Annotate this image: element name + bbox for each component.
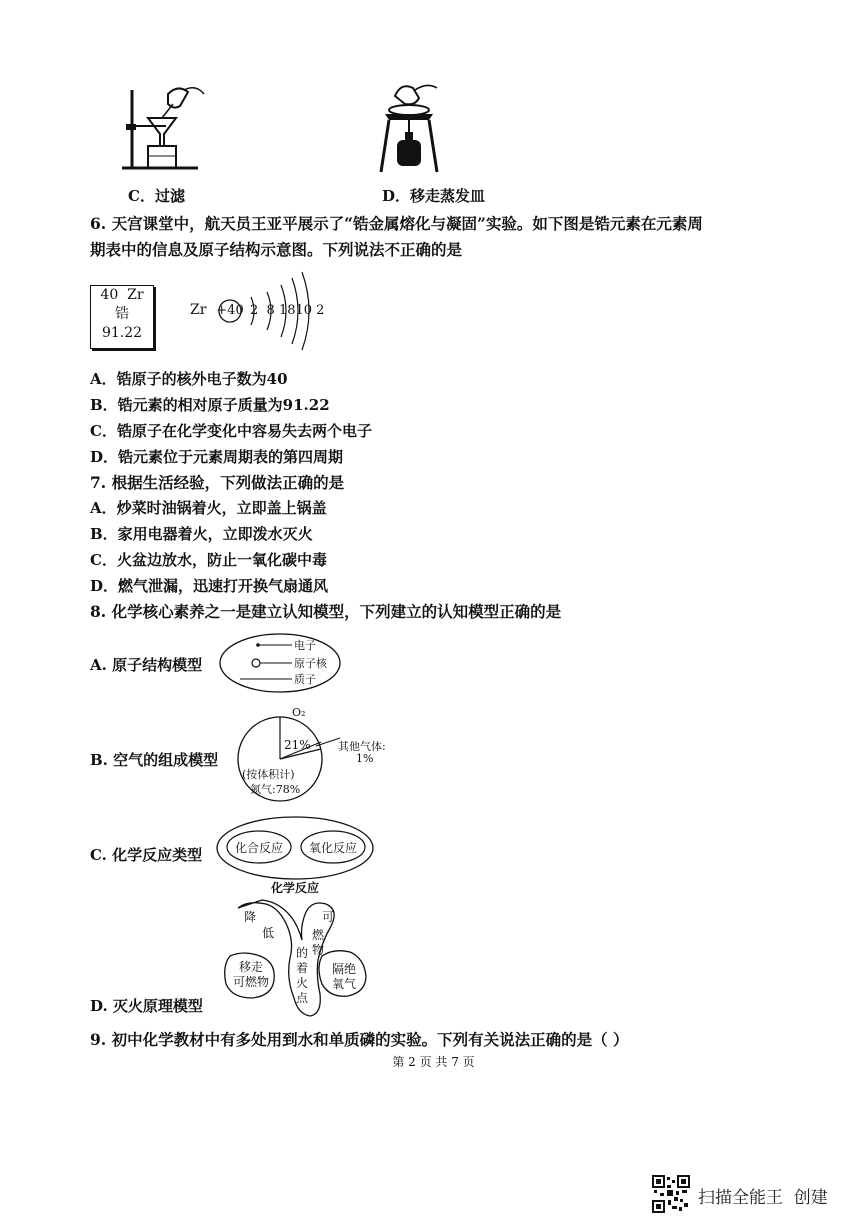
- filtration-apparatus-figure: [118, 80, 208, 175]
- fire-model-combustible: [322, 910, 336, 925]
- q9-stem: 9. 初中化学教材中有多处用到水和单质磷的实验。下列有关说法正确的是（ ）: [90, 1030, 629, 1049]
- q8-stem: 8. 化学核心素养之一是建立认知模型，下列建立的认知模型正确的是: [90, 602, 562, 621]
- atom-symbol: Zr: [190, 302, 207, 318]
- fire-model-lower-2: 低: [262, 926, 275, 940]
- atom-model-nucleus: 原子核: [294, 657, 327, 670]
- q6-option-b: B．锆元素的相对原子质量为91.22: [90, 396, 330, 414]
- q5-option-d: D．移走蒸发皿: [382, 187, 486, 205]
- reaction-left-label: 化合反应: [234, 841, 283, 855]
- page-number: 第 2 页 共 7 页: [392, 1055, 475, 1069]
- reaction-outer-label: 化学反应: [270, 881, 319, 895]
- air-o2-percent: 21%: [284, 738, 311, 752]
- element-name: 锆: [115, 306, 129, 322]
- q8-option-d-label: D. 灭火原理模型: [90, 997, 203, 1015]
- air-other-label: 其他气体:: [338, 740, 386, 753]
- q6-option-a: A．锆原子的核外电子数为40: [90, 370, 288, 388]
- reaction-type-diagram: [215, 815, 375, 897]
- air-n2-label: 氮气:78%: [250, 783, 301, 796]
- q8-option-b-label: B. 空气的组成模型: [90, 751, 219, 769]
- q6-option-d: D．锆元素位于元素周期表的第四周期: [90, 448, 344, 466]
- atom-model-proton: 质子: [294, 673, 316, 686]
- q6-stem-line1: 6. 天宫课堂中，航天员王亚平展示了“锆金属熔化与凝固”实验。如下图是锆元素在元素周: [90, 214, 703, 233]
- q7-option-c: C．火盆边放水，防止一氧化碳中毒: [90, 551, 327, 569]
- fire-extinguishing-model-diagram: [218, 898, 378, 1020]
- q5-option-c: C．过滤: [128, 187, 185, 205]
- fire-model-left-1: 移走: [238, 960, 263, 974]
- q7-stem: 7. 根据生活经验，下列做法正确的是: [90, 473, 345, 492]
- q6-option-c: C．锆原子在化学变化中容易失去两个电子: [90, 422, 372, 440]
- atom-model-shapes: [218, 632, 348, 694]
- fire-model-ignition-point: [296, 946, 310, 1006]
- reaction-right-label: 氧化反应: [308, 841, 357, 855]
- air-composition-diagram: [228, 704, 408, 804]
- fire-model-lower: [244, 910, 256, 925]
- q7-option-b: B．家用电器着火，立即泼水灭火: [90, 525, 313, 543]
- fire-model-lower-2-wrap: [262, 926, 274, 941]
- fire-model-left-2: 可燃物: [232, 975, 269, 989]
- element-symbol: Zr: [127, 287, 144, 303]
- scanner-watermark: 扫描全能王 创建: [698, 1188, 828, 1208]
- evaporation-apparatus-figure: [375, 80, 445, 178]
- element-card: [90, 285, 154, 349]
- air-o2-label: O₂: [292, 706, 306, 719]
- fire-model-center-1: 的: [296, 946, 309, 960]
- qr-code-icon: [652, 1175, 690, 1213]
- fire-model-combustible-1: 可: [322, 910, 335, 924]
- fire-model-lower-1: 降: [244, 910, 257, 924]
- fire-model-combustible-2: 燃: [312, 928, 325, 942]
- fire-model-isolate-oxygen: [326, 962, 362, 992]
- q8-option-a-label: A. 原子结构模型: [90, 656, 203, 674]
- shell-electrons: 2 8 1810 2: [250, 303, 325, 318]
- fire-model-remove-fuel: [228, 960, 274, 990]
- element-card-top: [91, 286, 153, 305]
- air-basis-note: (按体积计): [242, 768, 295, 781]
- fire-model-combustible-23: [312, 928, 326, 958]
- fire-model-right-1: 隔绝: [331, 962, 356, 976]
- fire-model-center-3: 火: [296, 976, 309, 990]
- nucleus-charge: +40: [216, 303, 244, 318]
- fire-model-combustible-3: 物: [312, 943, 325, 957]
- q7-option-a: A．炒菜时油锅着火，立即盖上锅盖: [90, 499, 327, 517]
- atom-model-electron: 电子: [294, 639, 316, 652]
- atom-structure-diagram: [188, 270, 328, 355]
- q6-stem-line2: 期表中的信息及原子结构示意图。下列说法不正确的是: [90, 240, 463, 259]
- fire-model-right-2: 氧气: [331, 977, 356, 991]
- element-mass: 91.22: [101, 325, 143, 341]
- element-number: 40: [100, 287, 119, 303]
- q8-option-c-label: C. 化学反应类型: [90, 846, 203, 864]
- air-other-percent: 1%: [356, 752, 374, 765]
- fire-model-center-2: 着: [296, 961, 309, 975]
- q7-option-d: D．燃气泄漏，迅速打开换气扇通风: [90, 577, 329, 595]
- atom-model-diagram: [218, 632, 348, 694]
- fire-model-center-4: 点: [296, 991, 309, 1005]
